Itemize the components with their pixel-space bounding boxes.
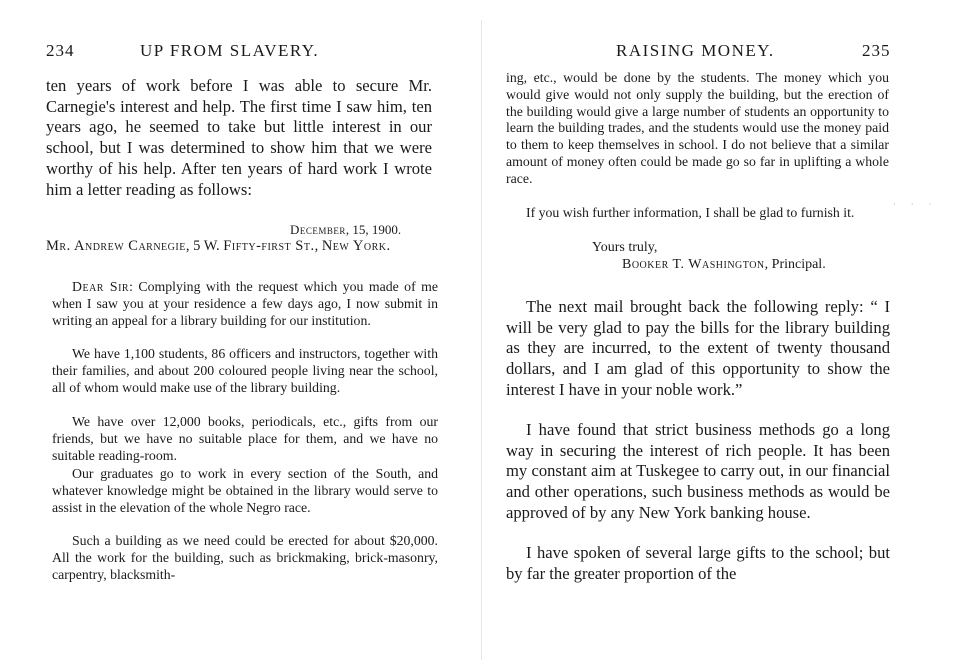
left-body-paragraph: ten years of work before I was able to secure Mr. Carnegie's interest and help. The first time I saw him, ten years ago, he seemed to take but little interest in our school, but I was determined to show him that we were worthy of his help. After ten years of hard work I wrote him a letter reading as follows: [46,76,432,199]
letter-paragraph-5: Such a building as we need could be erected for about $20,000. All the work for the building, such as brickmaking, brick-masonry, carpentry, blacksmith- [52,533,438,582]
letter-addressee: Mr. Andrew Carnegie, 5 W. Fifty-first St., New York. [46,238,391,254]
letter-paragraph-3: We have over 12,000 books, periodicals, etc., gifts from our friends, but we have no suitable place for them, and we have no suitable reading-room. [52,414,438,463]
left-page [0,0,480,664]
left-page-number: 234 [46,41,75,60]
letter-salutation: Dear Sir [72,279,130,294]
right-body-paragraph-2: I have found that strict business methods go a long way in securing the interest of rich people. It has been my constant aim at Tuskegee to carry out, in our financial and other operations, such business methods as would be approved of by any New York banking house. [506,420,890,522]
letter-paragraph-4: Our graduates go to work in every section of the South, and whatever knowledge might be obtained in the library would serve to assist in the elevation of the whole Negro race. [52,466,438,515]
letter-paragraph-6: If you wish further information, I shall be glad to furnish it. [526,205,855,220]
letter-signature: Booker T. Washington, Principal. [622,257,826,272]
letter-date: December, 15, 1900. [290,222,402,237]
scan-specks-decoration: · · · [893,200,938,210]
right-body-paragraph-3: I have spoken of several large gifts to the school; but by far the greater proportion of the [506,543,890,583]
right-page-number: 235 [862,41,891,60]
letter-paragraph-5-continued: ing, etc., would be done by the students. The money which you would give would not only supply the building, but the erection of the building would give a large number of students an opportunity to learn the building trades, and the students would use the money paid to them to keep themselves in school. I do not believe that a similar amount of money often could be made go so far in uplifting a whole race. [506,70,889,186]
right-page [490,0,980,664]
left-running-title: UP FROM SLAVERY. [140,41,320,60]
right-body-paragraph-1: The next mail brought back the following reply: “ I will be very glad to pay the bills for the library building as they are incurred, to the extent of twenty thousand dollars, and I am glad of this opportunity to show the interest I have in your noble work.” [506,297,890,399]
letter-paragraph-1: Dear Sir: Complying with the request which you made of me when I saw you at your residence a few days ago, I now submit in writing an appeal for a library building for our institution. [52,279,438,328]
letter-paragraph-2: We have 1,100 students, 86 officers and instructors, together with their families, and about 200 coloured people living near the school, all of whom would make use of the library building. [52,346,438,395]
letter-closing: Yours truly, [592,240,658,255]
book-gutter [481,20,482,660]
right-running-title: RAISING MONEY. [616,41,775,60]
